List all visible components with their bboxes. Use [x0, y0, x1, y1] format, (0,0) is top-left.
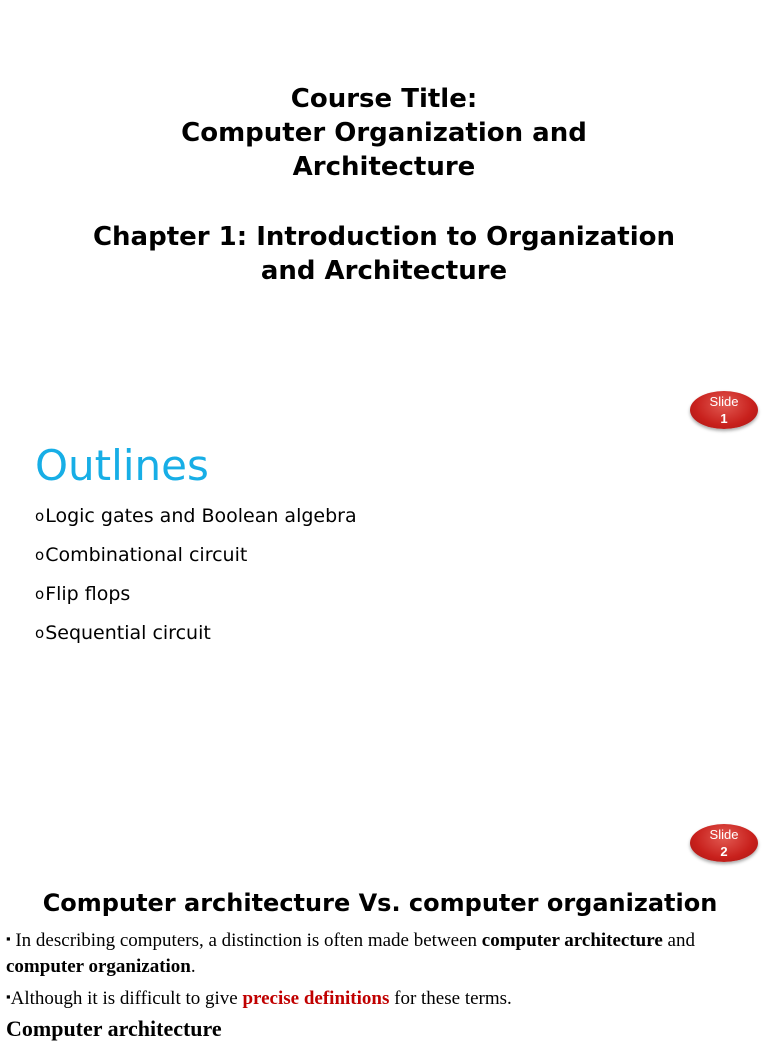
paragraph-definitions	[6, 984, 746, 1012]
para1-term-organization: computer organization	[6, 956, 191, 977]
outline-item-label: Combinational circuit	[45, 544, 248, 566]
section-title: Computer architecture Vs. computer organization	[42, 889, 718, 917]
course-title-line2: Architecture	[292, 152, 476, 182]
cut-off-heading: Computer architecture	[6, 1016, 222, 1041]
circle-bullet-icon: o	[35, 624, 45, 642]
square-bullet-icon: ▪	[6, 931, 11, 946]
outline-item	[35, 622, 357, 661]
slide-badge-label: Slide	[709, 394, 739, 409]
para2-emphasis: precise definitions	[242, 988, 390, 1009]
outline-item-label: Sequential circuit	[45, 622, 211, 644]
slide-badge-number: 2	[720, 844, 728, 859]
slide-badge-label: Slide	[709, 827, 739, 842]
para2-text-1: Although it is difficult to give	[10, 988, 243, 1009]
para1-text-1: In describing computers, a distinction is often made between	[10, 930, 482, 951]
course-title-block	[0, 82, 768, 184]
outline-list	[35, 505, 357, 661]
chapter-title-line1: Chapter 1: Introduction to Organization	[92, 222, 676, 252]
outline-item	[35, 505, 357, 544]
outlines-heading: Outlines	[35, 441, 209, 490]
chapter-title-line2: and Architecture	[260, 256, 508, 286]
square-bullet-icon: ▪	[6, 989, 11, 1004]
chapter-title-block	[0, 220, 768, 288]
paragraph-distinction	[6, 926, 746, 980]
course-title-line1: Computer Organization and	[181, 118, 587, 148]
course-title-label: Course Title:	[290, 84, 478, 114]
outline-item	[35, 583, 357, 622]
outline-item-label: Logic gates and Boolean algebra	[45, 505, 357, 527]
slide-number-badge-2	[690, 824, 758, 862]
circle-bullet-icon: o	[35, 585, 45, 603]
outline-item-label: Flip flops	[45, 583, 131, 605]
para1-text-3: .	[190, 956, 196, 977]
para1-text-2: and	[662, 930, 695, 951]
para1-term-architecture: computer architecture	[481, 930, 663, 951]
slide-number-badge-1	[690, 391, 758, 429]
circle-bullet-icon: o	[35, 507, 45, 525]
circle-bullet-icon: o	[35, 546, 45, 564]
outline-item	[35, 544, 357, 583]
para2-text-2: for these terms.	[389, 988, 512, 1009]
slide-badge-number: 1	[720, 411, 728, 426]
